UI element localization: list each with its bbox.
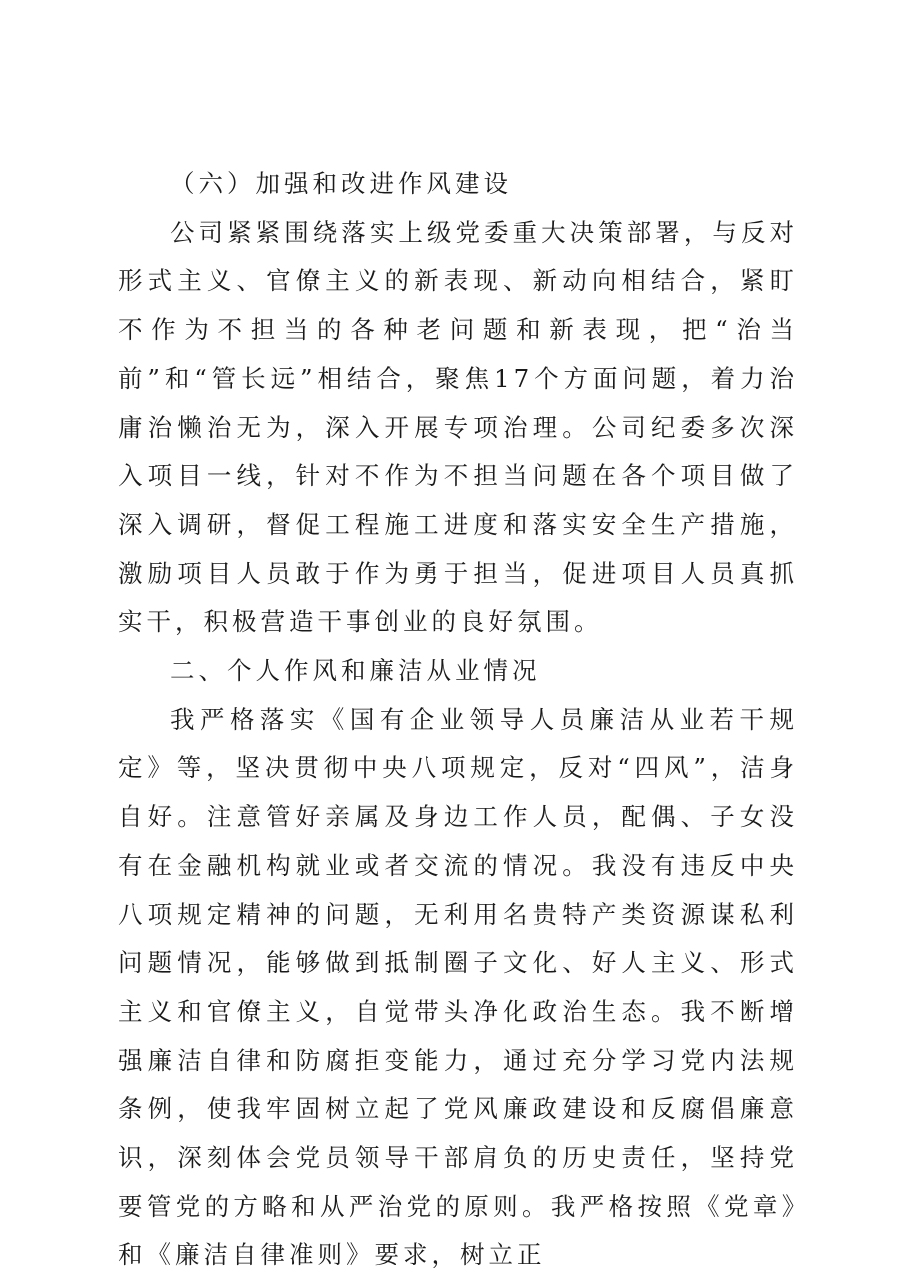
paragraph-work-style: 公司紧紧围绕落实上级党委重大决策部署，与反对形式主义、官僚主义的新表现、新动向相结合，紧盯不作为不担当的各种老问题和新表现，把“治当前”和“管长远”相结合，聚焦17个方面问题，着力治庸治懒治无为，深入开展专项治理。公司纪委多次深入项目一线，针对不作为不担当问题在各个项目做了深入调研，督促工程施工进度和落实安全生产措施，激励项目人员敢于作为勇于担当，促进项目人员真抓实干，积极营造干事创业的良好氛围。	[118, 217, 798, 637]
section-heading-personal-conduct: 二、个人作风和廉洁从业情况	[170, 656, 541, 686]
paragraph-personal-conduct: 我严格落实《国有企业领导人员廉洁从业若干规定》等，坚决贯彻中央八项规定，反对“四风”，洁身自好。注意管好亲属及身边工作人员，配偶、子女没有在金融机构就业或者交流的情况。我没有违反中央八项规定精神的问题，无利用名贵特产类资源谋私利问题情况，能够做到抵制圈子文化、好人主义、形式主义和官僚主义，自觉带头净化政治生态。我不断增强廉洁自律和防腐拒变能力，通过充分学习党内法规条例，使我牢固树立起了党风廉政建设和反腐倡廉意识，深刻体会党员领导干部肩负的历史责任，坚持党要管党的方略和从严治党的原则。我严格按照《党章》和《廉洁自律准则》要求，树立正	[118, 704, 798, 1270]
section-heading-work-style: （六）加强和改进作风建设	[170, 169, 512, 198]
document-body	[118, 160, 798, 1280]
